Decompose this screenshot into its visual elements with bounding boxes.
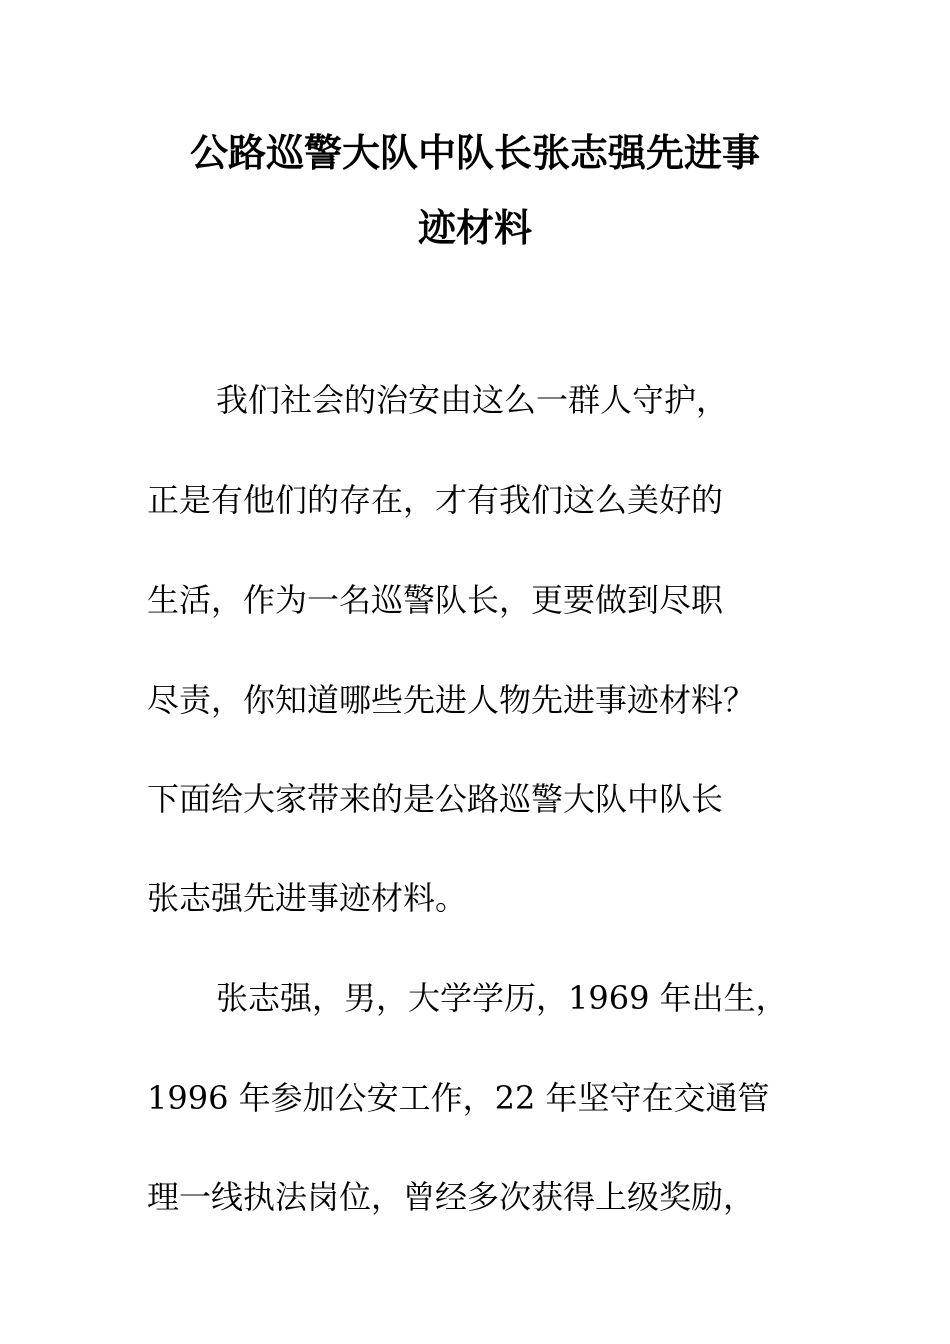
body-line-8: 1996 年参加公安工作，22 年坚守在交通管 — [147, 1079, 770, 1117]
body-line-5: 下面给大家带来的是公路巡警大队中队长 — [147, 780, 724, 818]
body-line-9: 理一线执法岗位，曾经多次获得上级奖励， — [147, 1178, 756, 1216]
document-title-line-2: 迹材料 — [417, 206, 532, 250]
body-line-2: 正是有他们的存在，才有我们这么美好的 — [147, 481, 724, 519]
body-line-3: 生活，作为一名巡警队长，更要做到尽职 — [147, 581, 724, 619]
body-line-7: 张志强，男，大学学历，1969 年出生， — [216, 979, 788, 1017]
body-line-6: 张志强先进事迹材料。 — [147, 879, 468, 917]
body-line-1: 我们社会的治安由这么一群人守护， — [216, 381, 729, 419]
body-line-4: 尽责，你知道哪些先进人物先进事迹材料？ — [147, 681, 756, 719]
document-title-line-1: 公路巡警大队中队长张志强先进事 — [189, 131, 760, 175]
